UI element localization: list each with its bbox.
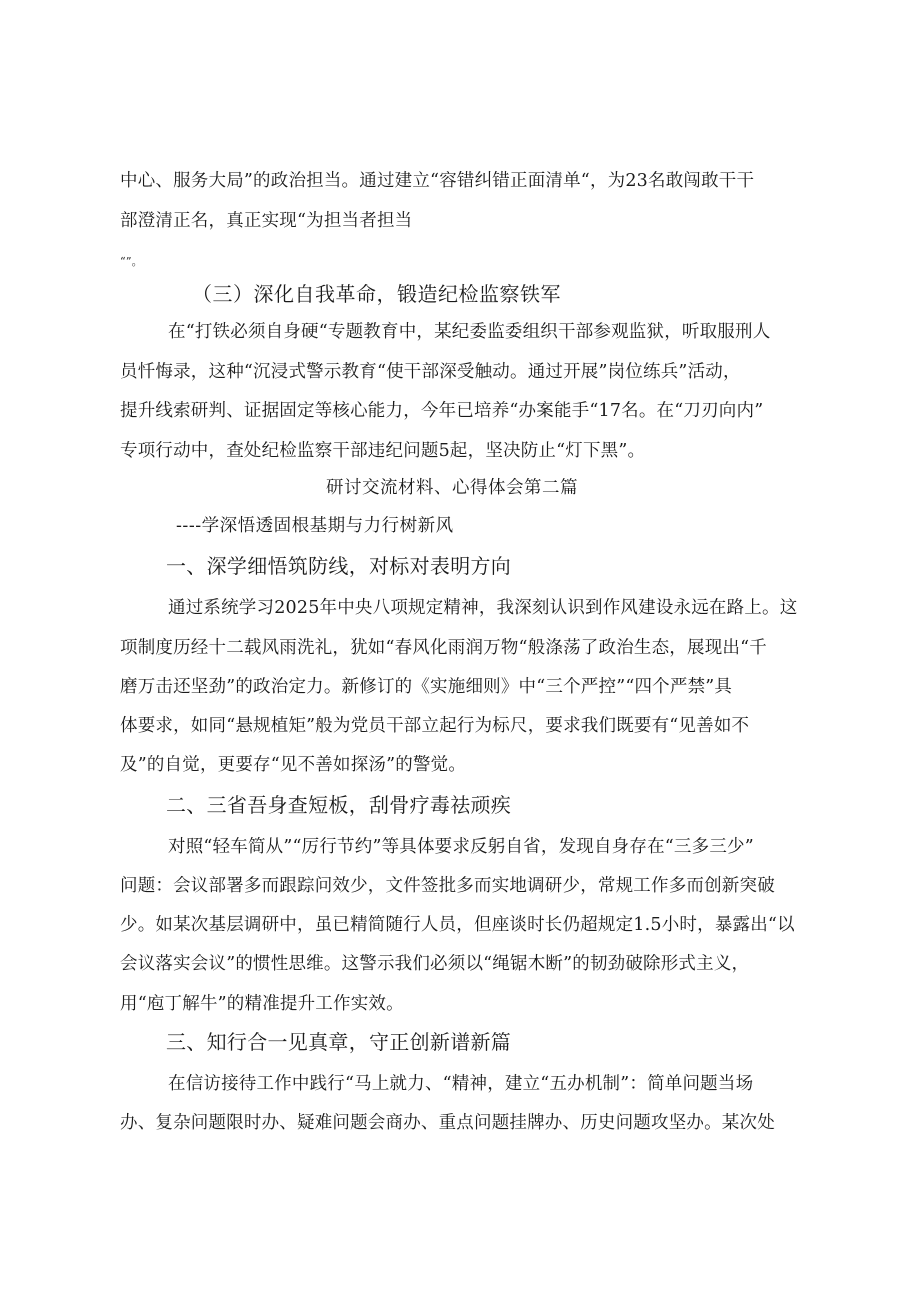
paragraph-line: 提升线索研判、证据固定等核心能力，今年已培养“办案能手“17名。在“刀刃向内” [120, 401, 764, 421]
paragraph-line: 磨万击还坚劲”的政治定力。新修订的《实施细则》中“三个严控”“四个严禁”具 [120, 677, 733, 697]
section-heading: 一、深学细悟筑防线，对标对表明方向 [166, 554, 512, 578]
paragraph-line: 在“打铁必须自身硬“专题教育中，某纪委监委组织干部参观监狱，听取服刑人 [168, 322, 771, 342]
paragraph-line: 通过系统学习2025年中央八项规定精神，我深刻认识到作风建设永远在路上。这 [168, 598, 798, 618]
paragraph-line: 中心、服务大局”的政治担当。通过建立“容错纠错正面清单“，为23名敢闯敢干干 [120, 171, 755, 191]
paragraph-line: 办、复杂问题限时办、疑难问题会商办、重点问题挂牌办、历史问题攻坚办。某次处 [120, 1113, 775, 1133]
article-title: 研讨交流材料、心得体会第二篇 [326, 478, 578, 498]
paragraph-line: 会议落实会议”的惯性思维。这警示我们必须以“绳锯木断”的韧劲破除形式主义， [120, 954, 750, 974]
section-heading: 二、三省吾身查短板，刮骨疗毒祛顽疾 [166, 793, 512, 817]
article-subtitle: ----学深悟透固根基期与力行树新风 [176, 516, 454, 536]
paragraph-line: 少。如某次基层调研中，虽已精简随行人员，但座谈时长仍超规定1.5小时，暴露出“以 [120, 915, 795, 935]
section-heading: 三、知行合一见真章，守正创新谱新篇 [166, 1030, 512, 1054]
paragraph-line: 用“庖丁解牛”的精准提升工作实效。 [120, 994, 404, 1014]
paragraph-line: 专项行动中，查处纪检监察干部违纪问题5起，坚决防止“灯下黑”。 [120, 441, 646, 461]
paragraph-line: 对照“轻车简从”“厉行节约”等具体要求反躬自省，发现自身存在“三多三少” [168, 837, 754, 857]
paragraph-line: 部澄清正名，真正实现“为担当者担当 [120, 211, 413, 231]
section-heading: （三）深化自我革命，锻造纪检监察铁军 [192, 282, 561, 306]
paragraph-line: 在信访接待工作中践行“马上就力、“精神，建立“五办机制”：简单问题当场 [168, 1074, 754, 1094]
paragraph-line: 及”的自觉，更要存“见不善如探汤”的警觉。 [120, 755, 467, 775]
paragraph-line: 员忏悔录，这种“沉浸式警示教育“使干部深受触动。通过开展”岗位练兵”活动， [120, 362, 741, 382]
paragraph-line: “”。 [120, 255, 143, 268]
paragraph-line: 问题：会议部署多而跟踪问效少，文件签批多而实地调研少，常规工作多而创新突破 [120, 876, 775, 896]
paragraph-line: 体要求，如同“悬规植矩”般为党员干部立起行为标尺，要求我们既要有“见善如不 [120, 716, 750, 736]
paragraph-line: 项制度历经十二载风雨洗礼，犹如“春风化雨润万物“般涤荡了政治生态，展现出“千 [120, 638, 767, 658]
